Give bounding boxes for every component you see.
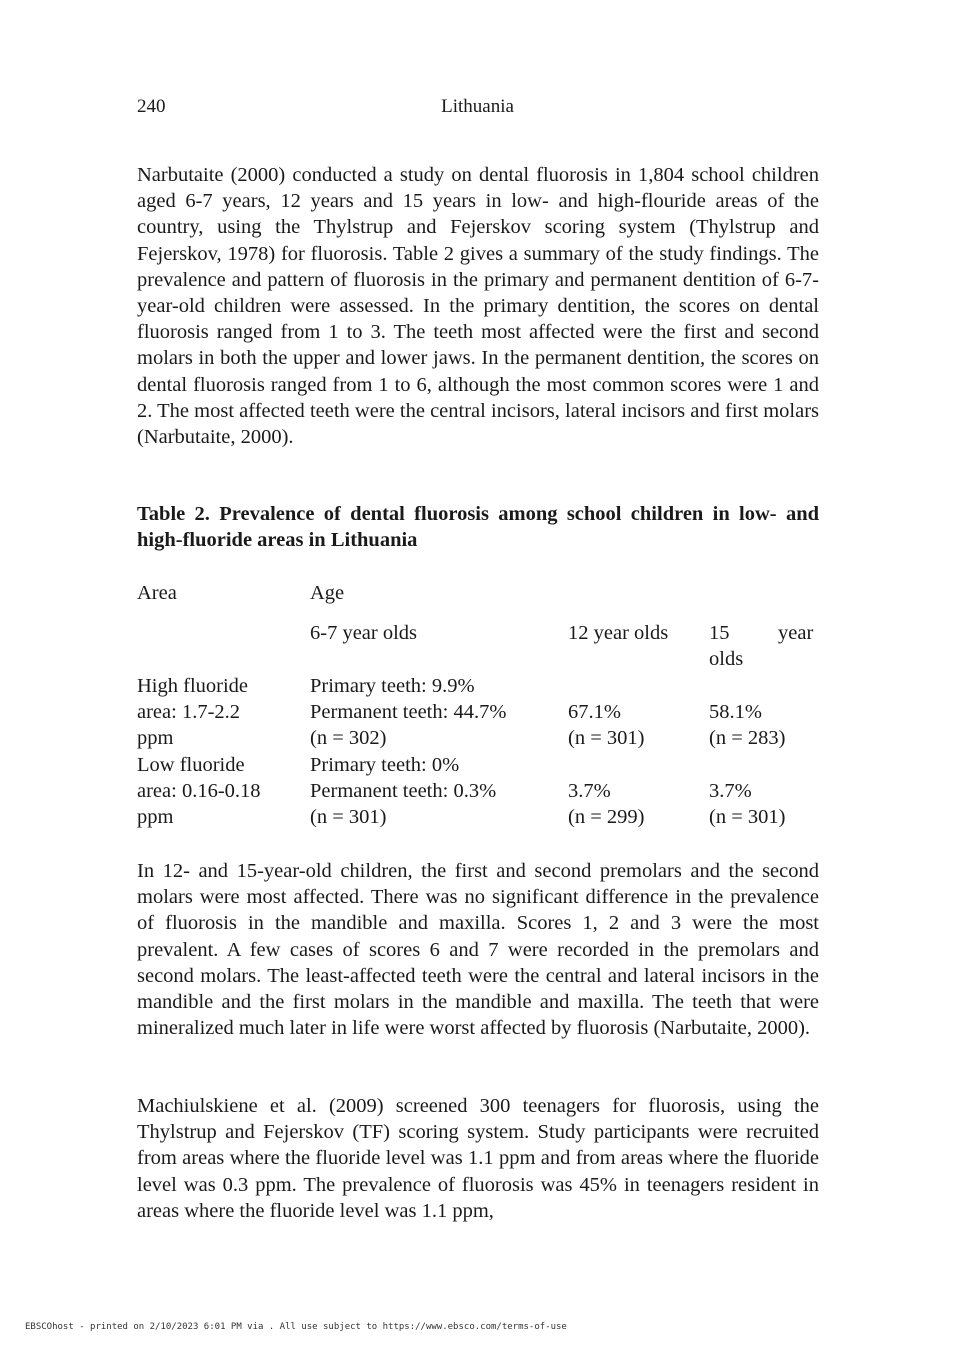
- table-header-area: Area: [137, 582, 177, 604]
- table-cell-12: (n = 299): [568, 806, 645, 828]
- table-cell-6-7: Primary teeth: 0%: [310, 754, 460, 776]
- paragraph-older-children: In 12- and 15-year-old children, the first and second premolars and the second molars were most affected. There was no significant difference in the prevalence of fluorosis in the mandible and maxilla. Scores 1, 2 and 3 were the most prevalent. A few cases of scores 6 and 7 were recorded in the premolars and second molars. The least-affected teeth were the central and lateral incisors in the mandible and the first molars in the mandible and maxilla. The teeth that were mineralized much later in life were worst affected by fluorosis (Narbutaite, 2000).: [137, 860, 819, 1040]
- table-caption: Table 2. Prevalence of dental fluorosis among school children in low- and high-fluoride areas in Lithuania: [137, 503, 819, 552]
- table-cell-6-7: Permanent teeth: 0.3%: [310, 780, 497, 802]
- table-cell-15: 58.1%: [709, 701, 762, 723]
- table-col-15-years-c: olds: [709, 648, 744, 670]
- table-cell-15: 3.7%: [709, 780, 752, 802]
- table-cell-12: (n = 301): [568, 727, 645, 749]
- table-header-age: Age: [310, 582, 345, 604]
- page-number: 240: [137, 96, 166, 117]
- table-cell-area: High fluoride: [137, 675, 249, 697]
- table-col-12-years: 12 year olds: [568, 622, 669, 644]
- table-cell-6-7: Primary teeth: 9.9%: [310, 675, 475, 697]
- table-cell-6-7: (n = 301): [310, 806, 387, 828]
- table-col-15-years-a: 15: [709, 622, 730, 644]
- table-cell-12: 3.7%: [568, 780, 611, 802]
- paragraph-machiulskiene-study: Machiulskiene et al. (2009) screened 300 teenagers for fluorosis, using the Thylstrup and Fejerskov (TF) scoring system. Study participants were recruited from areas where the fluoride level was 1.1 ppm and from areas where the fluoride level was 0.3 ppm. The prevalence of fluorosis was 45% in teenagers resident in areas where the fluoride level was 1.1 ppm,: [137, 1095, 819, 1222]
- table-cell-area: area: 0.16-0.18: [137, 780, 261, 802]
- table-cell-6-7: Permanent teeth: 44.7%: [310, 701, 507, 723]
- table-cell-area: ppm: [137, 806, 174, 828]
- running-title: Lithuania: [441, 96, 514, 117]
- table-cell-area: Low fluoride: [137, 754, 245, 776]
- page-header: [137, 96, 818, 122]
- print-footer: EBSCOhost - printed on 2/10/2023 6:01 PM via . All use subject to https://www.ebsco.com/terms-of-use: [25, 1322, 567, 1332]
- table-cell-area: area: 1.7-2.2: [137, 701, 241, 723]
- table-col-15-years-b: year: [778, 622, 814, 644]
- table-col-6-7-years: 6-7 year olds: [310, 622, 418, 644]
- table-cell-area: ppm: [137, 727, 174, 749]
- table-cell-6-7: (n = 302): [310, 727, 387, 749]
- table-cell-12: 67.1%: [568, 701, 621, 723]
- table-cell-15: (n = 301): [709, 806, 786, 828]
- table-cell-15: (n = 283): [709, 727, 786, 749]
- paragraph-narbutaite-study: Narbutaite (2000) conducted a study on dental fluorosis in 1,804 school children aged 6-7 years, 12 years and 15 years in low- and high-flouride areas of the country, using the Thylstrup and Fejerskov scoring system (Thylstrup and Fejerskov, 1978) for fluorosis. Table 2 gives a summary of the study findings. The prevalence and pattern of fluorosis in the primary and permanent dentition of 6-7-year-old children were assessed. In the primary dentition, the scores on dental fluorosis ranged from 1 to 3. The teeth most affected were the first and second molars in both the upper and lower jaws. In the permanent dentition, the scores on dental fluorosis ranged from 1 to 6, although the most common scores were 1 and 2. The most affected teeth were the central incisors, lateral incisors and first molars (Narbutaite, 2000).: [137, 164, 819, 449]
